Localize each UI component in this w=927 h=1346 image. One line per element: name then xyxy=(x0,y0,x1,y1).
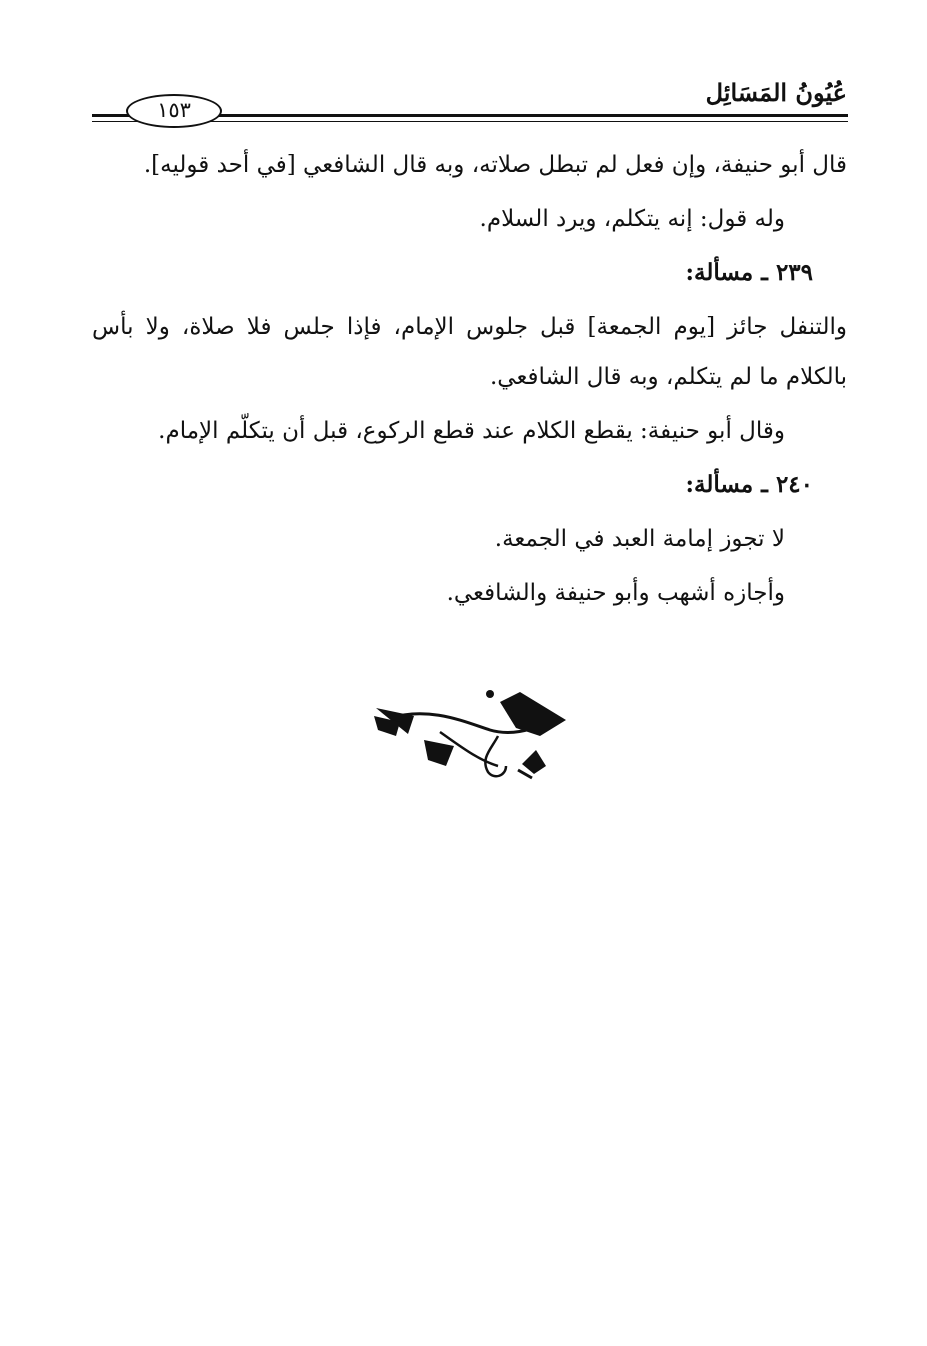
page-body xyxy=(92,140,847,622)
paragraph-5: لا تجوز إمامة العبد في الجمعة. xyxy=(494,526,785,552)
paragraph-2: وله قول: إنه يتكلم، ويرد السلام. xyxy=(479,206,785,232)
floral-ornament-icon xyxy=(370,686,570,786)
masala-heading-239: ٢٣٩ ـ مسألة: xyxy=(685,259,813,286)
paragraph-4: وقال أبو حنيفة: يقطع الكلام عند قطع الركوع، قبل أن يتكلّم الإمام. xyxy=(158,418,785,444)
paragraph-3: والتنفل جائز [يوم الجمعة] قبل جلوس الإمام، فإذا جلس فلا صلاة، ولا بأس بالكلام ما لم يتكلم، وبه قال الشافعي. xyxy=(92,314,847,390)
paragraph-1: قال أبو حنيفة، وإن فعل لم تبطل صلاته، وبه قال الشافعي [في أحد قوليه]. xyxy=(143,152,847,178)
page-number: ١٥٣ xyxy=(126,94,222,128)
running-title: عُيُونُ المَسَائِل xyxy=(705,78,847,107)
paragraph-6: وأجازه أشهب وأبو حنيفة والشافعي. xyxy=(446,580,785,606)
masala-heading-240: ٢٤٠ ـ مسألة: xyxy=(685,471,813,498)
